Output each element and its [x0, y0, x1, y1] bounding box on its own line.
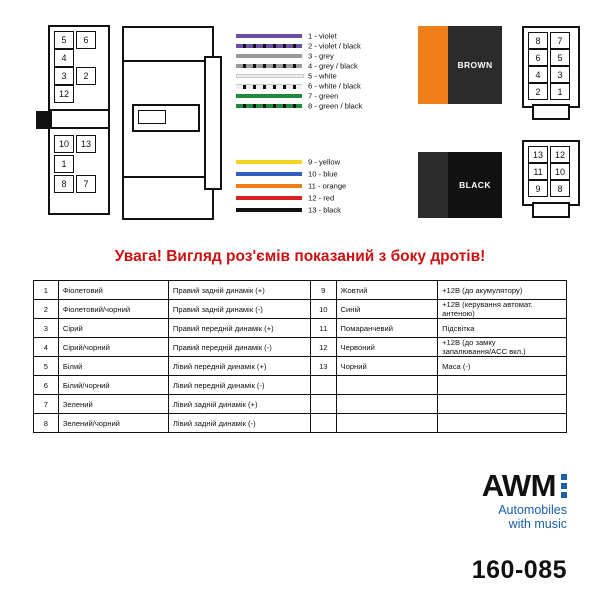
row-1-name2: Жовтий	[336, 281, 438, 300]
row-8-num: 8	[34, 414, 59, 433]
right-top-cell-3: 3	[550, 66, 570, 83]
row-2-desc2: +12В (керування автомат. антеною)	[438, 300, 567, 319]
row-2-num2: 10	[311, 300, 337, 319]
wire-2-label: 2 - violet / black	[308, 41, 361, 51]
wire-11-label: 11 - orange	[308, 181, 347, 191]
right-bottom-cell-10: 10	[550, 163, 570, 180]
wire-10	[236, 172, 302, 176]
diagram-area	[0, 0, 600, 235]
brand-tagline-1: Automobiles	[498, 503, 567, 517]
wire-8-label: 8 - green / black	[308, 101, 363, 111]
left-cell-8: 8	[54, 175, 74, 193]
product-code: 160-085	[471, 556, 567, 584]
row-7-num: 7	[34, 395, 59, 414]
wire-1	[236, 34, 302, 38]
table-row	[34, 281, 567, 300]
table-row	[34, 338, 567, 357]
wire-6-label: 6 - white / black	[308, 81, 361, 91]
left-cell-12: 12	[54, 85, 74, 103]
right-bottom-cell-8b: 8	[550, 180, 570, 197]
left-cell-5: 5	[54, 31, 74, 49]
left-cell-4: 4	[54, 49, 74, 67]
wire-8	[236, 104, 302, 108]
right-bottom-cell-11: 11	[528, 163, 548, 180]
wire-4	[236, 64, 302, 68]
row-3-num: 3	[34, 319, 59, 338]
row-2-name: Фіолетовий/чорний	[58, 300, 168, 319]
wire-12-label: 12 - red	[308, 193, 335, 203]
row-3-name2: Помаранчевий	[336, 319, 438, 338]
right-bottom-cell-9: 9	[528, 180, 548, 197]
left-cell-1: 1	[54, 155, 74, 173]
table-row	[34, 300, 567, 319]
row-7-num2	[311, 395, 337, 414]
wire-3	[236, 54, 302, 58]
row-4-num: 4	[34, 338, 59, 357]
row-8-name: Зелений/чорний	[58, 414, 168, 433]
brown-block-label: BROWN	[457, 60, 493, 70]
brand-dots-icon	[561, 474, 567, 498]
row-1-desc: Правий задній динамік (+)	[168, 281, 310, 300]
row-1-desc2: +12В (до акумулятору)	[438, 281, 567, 300]
row-7-desc2	[438, 395, 567, 414]
wire-7-label: 7 - green	[308, 91, 339, 101]
wire-7	[236, 94, 302, 98]
brown-connector-block	[418, 26, 502, 104]
row-5-num: 5	[34, 357, 59, 376]
black-block-label: BLACK	[459, 180, 491, 190]
wire-3-label: 3 - grey	[308, 51, 334, 61]
row-5-name2: Чорний	[336, 357, 438, 376]
middle-connector-tab	[204, 56, 222, 190]
brown-block-accent	[418, 26, 448, 104]
row-1-name: Фіолетовий	[58, 281, 168, 300]
table-row	[34, 319, 567, 338]
row-5-name: Білий	[58, 357, 168, 376]
row-8-desc: Лівий задній динамік (-)	[168, 414, 310, 433]
row-4-num2: 12	[311, 338, 337, 357]
row-6-desc: Лівий передній динамік (-)	[168, 376, 310, 395]
row-4-desc: Правий передній динамік (-)	[168, 338, 310, 357]
middle-divider-bottom	[122, 176, 210, 178]
brand-name: AWM	[481, 468, 556, 503]
brown-block-main	[448, 26, 502, 104]
wire-10-label: 10 - blue	[308, 169, 338, 179]
right-bottom-connector-foot	[532, 202, 570, 218]
wire-13	[236, 208, 302, 212]
row-7-name2	[336, 395, 438, 414]
row-8-name2	[336, 414, 438, 433]
wire-5-label: 5 - white	[308, 71, 337, 81]
row-6-name2	[336, 376, 438, 395]
right-top-cell-8: 8	[528, 32, 548, 49]
middle-divider-top	[122, 60, 210, 62]
wire-11	[236, 184, 302, 188]
row-6-num2	[311, 376, 337, 395]
right-bottom-connector	[522, 140, 582, 220]
black-connector-block	[418, 152, 502, 218]
wire-1-label: 1 - violet	[308, 31, 337, 41]
row-5-desc: Лівий передній динамік (+)	[168, 357, 310, 376]
table-row	[34, 414, 567, 433]
right-top-cell-1: 1	[550, 83, 570, 100]
row-6-name: Білий/чорний	[58, 376, 168, 395]
wire-9-label: 9 - yellow	[308, 157, 341, 167]
wire-4-label: 4 - grey / black	[308, 61, 358, 71]
middle-connector-key	[138, 110, 166, 124]
row-7-desc: Лівий задній динамік (+)	[168, 395, 310, 414]
row-1-num2: 9	[311, 281, 337, 300]
right-top-connector	[522, 26, 582, 118]
black-block-main	[448, 152, 502, 218]
row-3-num2: 11	[311, 319, 337, 338]
right-top-connector-foot	[532, 104, 570, 120]
right-top-cell-4: 4	[528, 66, 548, 83]
wire-12	[236, 196, 302, 200]
right-bottom-cell-13: 13	[528, 146, 548, 163]
row-7-name: Зелений	[58, 395, 168, 414]
brand-row	[307, 470, 567, 501]
row-3-name: Сірий	[58, 319, 168, 338]
row-1-num: 1	[34, 281, 59, 300]
right-top-cell-2: 2	[528, 83, 548, 100]
warning-text: Увага! Вигляд роз'ємів показаний з боку дротів!	[114, 248, 486, 265]
right-top-cell-6: 6	[528, 49, 548, 66]
pinout-table	[33, 280, 567, 433]
left-cell-10: 10	[54, 135, 74, 153]
wire-5	[236, 74, 304, 78]
left-cell-7: 7	[76, 175, 96, 193]
wire-bundle	[236, 0, 436, 235]
row-2-name2: Синій	[336, 300, 438, 319]
row-3-desc: Правий передній динамік (+)	[168, 319, 310, 338]
left-connector	[46, 25, 114, 215]
left-cell-3: 3	[54, 67, 74, 85]
left-cell-13: 13	[76, 135, 96, 153]
brand-block	[307, 470, 567, 531]
left-cell-6: 6	[76, 31, 96, 49]
row-4-name: Сірий/чорний	[58, 338, 168, 357]
table-row	[34, 395, 567, 414]
wire-13-label: 13 - black	[308, 205, 341, 215]
left-cell-2: 2	[76, 67, 96, 85]
table-row	[34, 357, 567, 376]
black-block-accent	[418, 152, 448, 218]
wire-6	[236, 84, 302, 89]
row-8-desc2	[438, 414, 567, 433]
right-bottom-cell-12: 12	[550, 146, 570, 163]
row-2-desc: Правий задній динамік (-)	[168, 300, 310, 319]
table-row	[34, 376, 567, 395]
right-top-cell-5: 5	[550, 49, 570, 66]
brand-tagline-2: with music	[508, 517, 567, 531]
middle-connector	[122, 26, 222, 216]
row-5-desc2: Маса (-)	[438, 357, 567, 376]
row-6-desc2	[438, 376, 567, 395]
row-2-num: 2	[34, 300, 59, 319]
right-top-cell-7: 7	[550, 32, 570, 49]
row-3-desc2: Підсвітка	[438, 319, 567, 338]
wire-9	[236, 160, 302, 164]
row-8-num2	[311, 414, 337, 433]
row-4-name2: Червоний	[336, 338, 438, 357]
row-4-desc2: +12В (до замку запалювання/ACC вкл.)	[438, 338, 567, 357]
row-5-num2: 13	[311, 357, 337, 376]
row-6-num: 6	[34, 376, 59, 395]
wire-2	[236, 44, 302, 48]
